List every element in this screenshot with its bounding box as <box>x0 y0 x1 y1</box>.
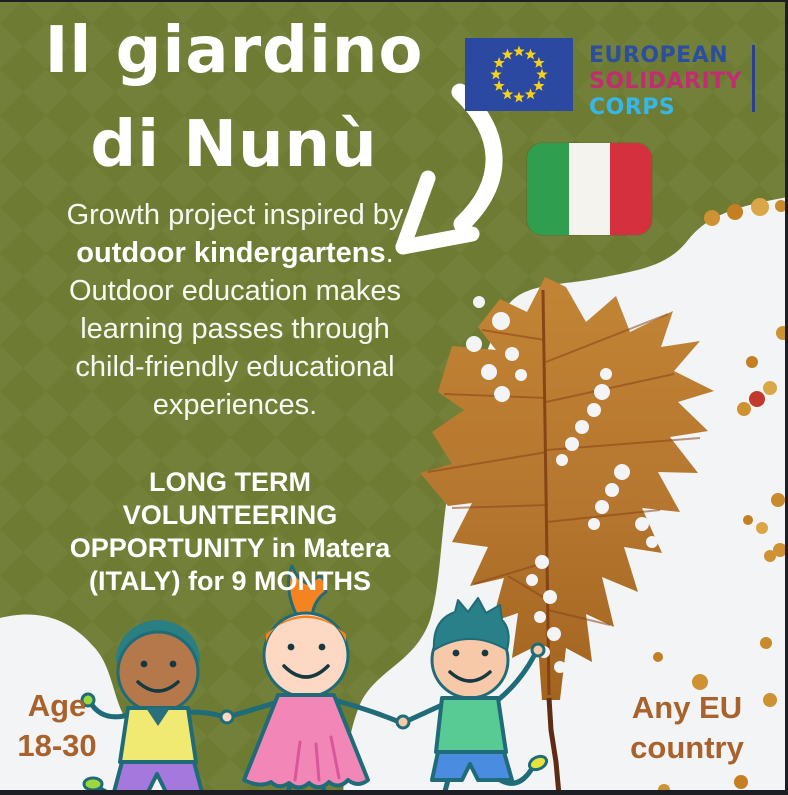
intro-line4: learning passes through <box>80 313 390 345</box>
esc-logo <box>589 43 749 121</box>
intro-paragraph <box>12 196 458 424</box>
esc-logo-line-european: EUROPEAN <box>589 43 729 68</box>
intro-bold-phrase: outdoor kindergartens <box>76 237 386 269</box>
frame-edge-top <box>0 0 788 2</box>
esc-logo-line-solidarity: SOLIDARITY <box>589 69 743 94</box>
intro-line1: Growth project inspired by <box>66 199 404 231</box>
eu-flag-icon <box>465 38 573 111</box>
age-range: 18-30 <box>17 728 97 763</box>
country-line1: Any EU <box>631 690 743 725</box>
poster-title-line1: Il giardino <box>44 14 424 88</box>
intro-line6: experiences. <box>152 389 318 421</box>
volunteering-line1: LONG TERM <box>149 467 311 497</box>
italy-flag-red-stripe <box>610 143 652 235</box>
intro-period: . <box>385 237 394 269</box>
esc-logo-line-corps: CORPS <box>589 95 676 120</box>
country-badge <box>612 688 762 768</box>
volunteering-line2: VOLUNTEERING <box>122 500 338 530</box>
volunteering-line4: (ITALY) for 9 MONTHS <box>89 566 371 596</box>
country-line2: country <box>630 730 744 765</box>
italy-flag-white-stripe <box>569 143 611 235</box>
frame-edge-bottom <box>0 790 788 795</box>
children-illustration <box>82 566 549 795</box>
italy-flag-green-stripe <box>527 143 569 235</box>
esc-logo-separator <box>752 45 755 112</box>
poster-title-line2: di Nunù <box>90 108 378 182</box>
volunteering-line3: OPPORTUNITY in Matera <box>69 533 391 563</box>
age-label: Age <box>27 688 87 723</box>
volunteering-block <box>15 466 445 598</box>
italy-flag-icon <box>527 143 652 235</box>
age-badge <box>2 686 112 766</box>
intro-line3: Outdoor education makes <box>68 275 402 307</box>
intro-line5: child-friendly educational <box>75 351 395 383</box>
